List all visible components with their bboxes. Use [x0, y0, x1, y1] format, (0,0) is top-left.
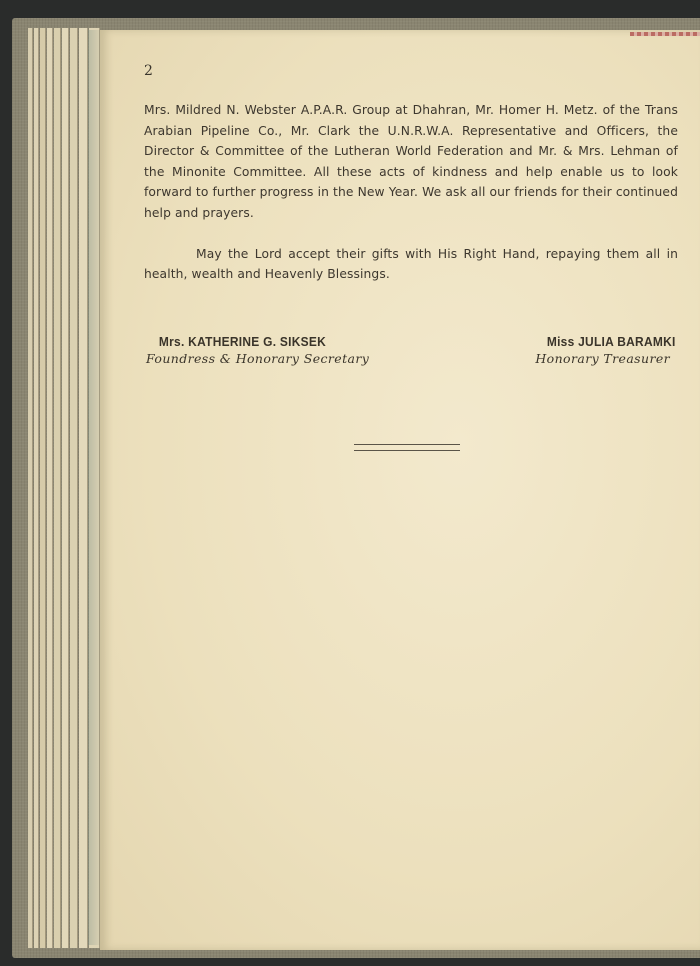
signatory-name: Mrs. KATHERINE G. SIKSEK	[158, 334, 327, 349]
signatory-role: Honorary Treasurer	[535, 351, 670, 366]
paragraph-blessing: May the Lord accept their gifts with His Right Hand, repaying them all in health, wealth and Heavenly Blessings.	[144, 246, 678, 282]
double-rule-divider	[354, 444, 460, 451]
signature-right	[535, 334, 676, 366]
signatory-role: Foundress & Honorary Secretary	[146, 351, 370, 366]
page-number: 2	[144, 63, 153, 79]
paragraph-acknowledgements: Mrs. Mildred N. Webster A.P.A.R. Group at Dhahran, Mr. Homer H. Metz. of the Trans Arabian Pipeline Co., Mr. Clark the U.N.R.W.A. Representative and Officers, the Director & Committee of the Lutheran World Federation and Mr. & Mrs. Lehman of the Minonite Committee. All these acts of kindness and help enable us to look forward to further progress in the New Year. We ask all our friends for their continued help and prayers.	[144, 103, 678, 220]
signatory-name: Miss JULIA BARAMKI	[547, 334, 676, 349]
corner-tab-marker	[630, 32, 700, 36]
signature-left	[146, 334, 369, 366]
document-page	[100, 30, 700, 950]
body-text	[144, 100, 678, 285]
